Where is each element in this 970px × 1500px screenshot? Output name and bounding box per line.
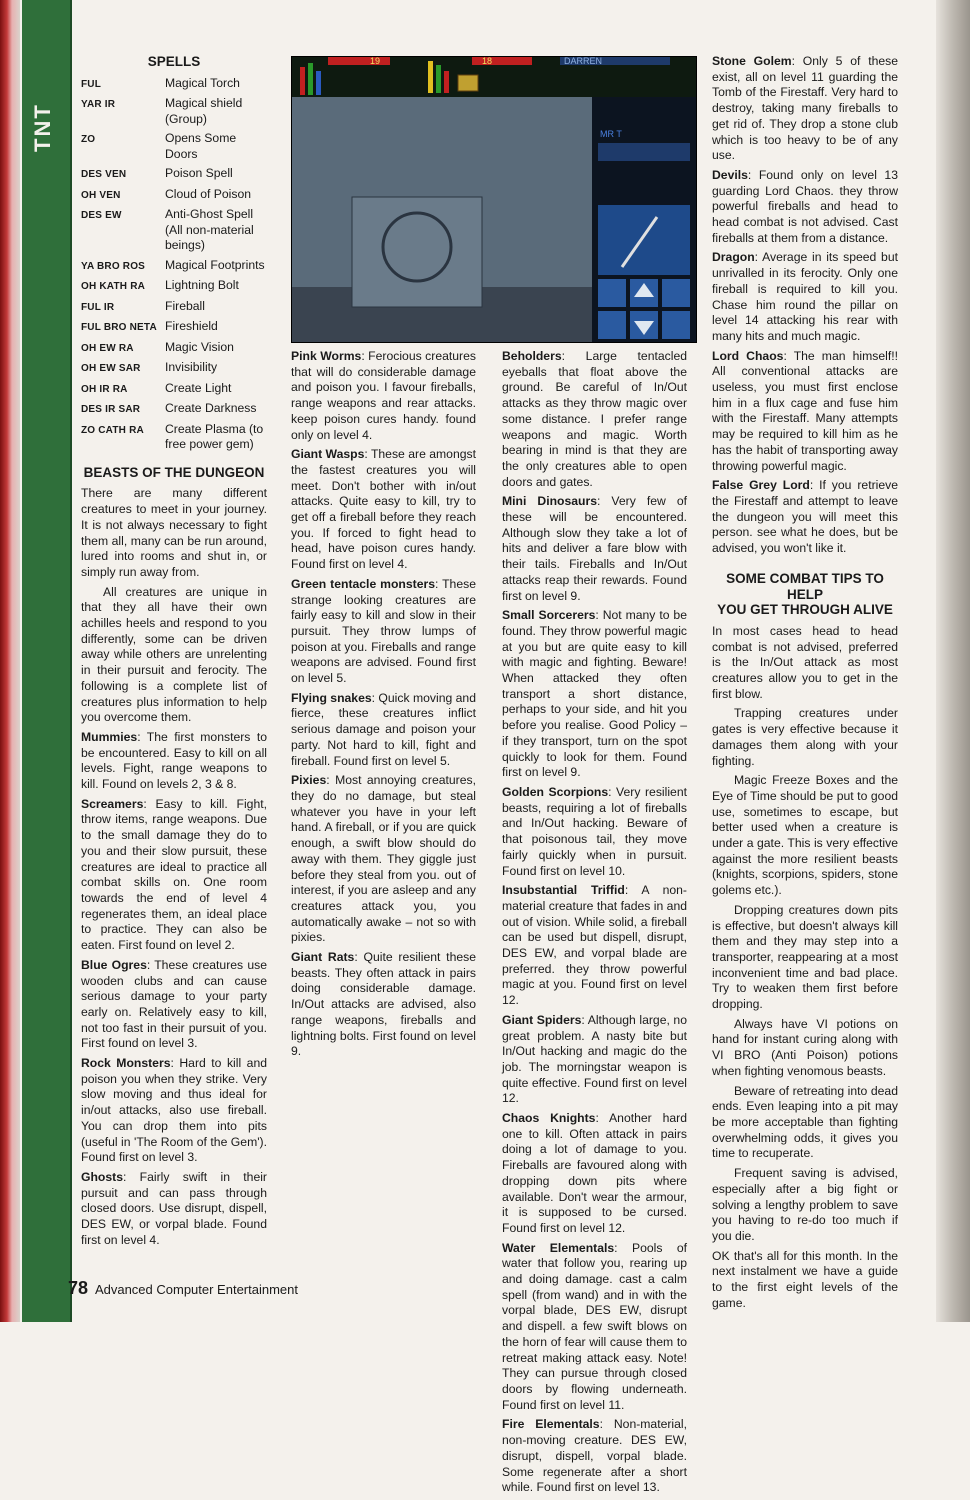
hud-value-2: 18 [482,57,493,66]
spell-row [81,258,267,279]
beasts-intro-1: There are many different creatures to meet in your journey. It is not always necessary to fight them all, many can be run around, lured into rooms and shut in, or simply run away from. [81,486,267,579]
beast-entry [81,730,267,793]
mana-bar [316,71,321,95]
beast-name: False Grey Lord [712,478,810,493]
beast-description: : Fairly swift in their pursuit and can pass through closed doors. Use disrupt, dispell, DES EW, or vorpal blade. Found first on level 4. [81,1169,267,1247]
spell-code: YA BRO ROS [81,260,146,272]
beast-entry [502,494,687,604]
beast-description: : These are amongst the fastest creatures you will meet. Don't bother with in/out attacks. Quite easy to kill, try to get off a fireball before they reach you. If forced to fight head to head, have poison cures handy. Found first on level 4. [291,447,476,572]
spell-code: OH IR RA [81,383,128,395]
beast-description: : Another hard one to kill. Often attack in pairs doing a lot of damage to you. Fireballs are favoured along with dropping down pits where available. Don't wear the armour, it is supposed to be cursed. Found first on level 12. [502,1111,687,1235]
spell-code: DES EW [81,210,122,222]
beast-description: : Pools of water that follow you, rearing up and doing damage. cast a calm spell (from wand) and in with the vorpal blade, DES EW, disrupt and dispell. a few swift blows on the horn of fear will cause them to retreat making attack easy. Note! They can pursue through closed doors by flowing underneath. Found first on level 11. [502,1240,688,1412]
tip-5: Always have VI potions on hand for instant curing along with VI BRO (Anti Poison) potions when fighting venomous beasts. [712,1016,898,1078]
tip-1: In most cases head to head combat is not advised, preferred is the In/Out attack as most creatures allow you to get in the first blow. [712,623,898,701]
beast-description: : Ferocious creatures that will do considerable damage and poison you. I favour fireballs, range weapons and rear attacks. keep poison cures handy. found only on level 4. [291,349,476,442]
beast-name: Mini Dinosaurs [502,494,597,509]
beast-name: Insubstantial Triffid [502,883,625,898]
beast-name: Stone Golem [712,54,792,68]
beast-description: : Quick moving and fierce, these creatures inflict serious damage and poison your party. Not hard to kill, fight and fireball. Found first on level 5. [291,690,476,768]
beast-entry [81,1056,267,1166]
spell-code: DES VEN [81,169,127,181]
beast-entry [502,608,687,781]
beast-name: Giant Spiders [502,1012,582,1027]
spells-table [81,76,267,457]
spell-name: Magical Torch [165,75,240,90]
beast-entry [712,478,898,557]
column-1 [81,54,267,1252]
hand-slot [458,75,478,91]
spell-row [81,360,267,381]
beast-description: : Hard to kill and poison you when they strike. Very slow moving and thus ideal for in/out attacks, also use fireball. You can drop them into pits (useful in 'The Room of the Gem'). Found first on level 3. [81,1056,267,1165]
tip-6: Beware of retreating into dead ends. Even leaping into a pit may be more acceptable than fighting overwhelming odds, it gives you time to recuperate. [712,1083,898,1161]
beast-description: : Found only on level 13 guarding Lord Chaos. they throw powerful fireballs and head to head combat is not advised. Cast fireballs at them from a distance. [712,167,898,245]
beast-entry [712,349,898,475]
spell-row [81,76,267,97]
spell-name: Create Darkness [165,401,257,416]
spell-name: Invisibility [165,360,218,375]
spell-row [81,207,267,258]
beast-entry [291,773,476,946]
page-edge [936,0,970,1322]
beast-name: Fire Elementals [502,1417,600,1432]
beast-entry [502,1241,687,1414]
hud-label-box-1 [328,57,390,65]
spell-name: Opens Some Doors [165,131,237,161]
party-bar-2 [436,65,441,93]
spell-name: Fireshield [165,319,218,334]
beast-description: : If you retrieve the Firestaff and attempt to leave the dungeon you will meet this person. see what he does, but be advised, you won't like it. [712,478,899,556]
beast-name: Chaos Knights [502,1111,596,1126]
beast-name: Mummies [81,729,138,744]
char-name: MR T [600,129,622,139]
spell-code: FUL IR [81,301,115,313]
strafe-left-arrow [598,311,626,339]
tip-4: Dropping creatures down pits is effective, but doesn't always kill them and they may step into a transporter, reappearing at a most inconvenient time and bad place. Try to weaken them first before dropping. [712,902,898,1012]
health-bar [300,67,305,95]
spell-row [81,319,267,340]
spell-name: Create Plasma (to free power gem) [165,421,264,452]
beast-description: : These creatures use wooden clubs and can cause serious damage to your party early on. Relatively easy to kill, not too fast in their pursuit of you. First found on level 3. [81,957,267,1051]
tip-8: OK that's all for this month. In the next instalment we have a guide to the first eight levels of the game. [712,1248,898,1310]
spell-code: ZO CATH RA [81,424,144,436]
beast-description: : A non-material creature that fades in and out of vision. While solid, a fireball can be used but dispell, disrupt, DES EW, and vorpal blade are preferred. they throw powerful magic at you. Found first on level 12. [502,883,687,1008]
party-name: DARREN [564,57,603,66]
beast-entry [81,797,267,954]
beasts-intro-2: All creatures are unique in that they all have their own achilles heels and respond to you differently, some can be driven away while others are unrelenting in their pursuit and ferocity. The following is a complete list of creatures plus information to help you overcome them. [81,584,267,725]
spell-row [81,299,267,320]
beast-name: Blue Ogres [81,957,147,972]
spell-name: Magical shield (Group) [165,96,243,126]
column-2 [291,349,476,1064]
beast-name: Dragon [712,250,755,265]
party-bar-3 [444,71,449,93]
tip-2: Trapping creatures under gates is very effective because it damages them along with your fighting. [712,706,898,768]
beast-name: Giant Wasps [291,447,365,462]
screenshot-graphic [292,57,696,342]
spell-name: Anti-Ghost Spell (All non-material beings) [165,207,254,253]
beast-name: Pink Worms [291,349,362,363]
beast-entry [502,1111,687,1237]
beast-name: Screamers [81,796,144,811]
beast-name: Green tentacle monsters [291,576,436,591]
spell-runes [598,143,690,161]
beast-name: Devils [712,167,748,182]
beast-entries-1 [81,730,267,1249]
weapon-panel [598,205,690,275]
spell-row [81,187,267,208]
game-screenshot [291,56,697,343]
spell-name: Lightning Bolt [165,278,239,293]
spell-row [81,381,267,402]
tip-7: Frequent saving is advised, especially after a big fight or solving a lengthy problem to save you having to re-do too much if you die. [712,1166,898,1243]
magazine-spine [0,0,20,1322]
beast-description: : Most annoying creatures, they do no damage, but steal whatever you have in your left hand. A fireball, or if you are quick enough, a swift blow should do away with them. They giggle just before they steal from you. out of interest, if you are asleep and any creatures attack you, you automatically awake – not so with pixies. [291,773,476,945]
strafe-right-arrow [662,311,690,339]
beast-entry [712,250,898,344]
beast-entry [81,1170,267,1249]
spell-code: YAR IR [81,99,116,111]
beast-description: : Non-material, non-moving creature. DES EW, disrupt, dispell, vorpal blade. Some regenerate after a short while. Found first on level 13. [502,1417,688,1495]
spell-code: FUL [81,78,102,90]
beast-entry [291,447,476,573]
hud-label-box-2 [472,57,532,65]
column-3 [502,349,687,1500]
spell-name: Poison Spell [165,166,233,181]
section-tab [22,0,72,1322]
stamina-bar [308,63,313,95]
spell-row [81,401,267,422]
spell-code: OH EW RA [81,342,134,354]
beast-entry [502,1417,687,1496]
beast-description: : The first monsters to be encountered. Easy to kill on all levels. Fight, range weapons to kill. Found on levels 2, 3 & 8. [81,729,267,792]
spell-row [81,278,267,299]
beast-entries-3 [502,349,687,1496]
spell-code: OH VEN [81,189,121,201]
beast-description: : Quite resilient these beasts. They often attack in pairs doing considerable damage. In/Out attacks are advised, also range weapons, fireballs and lightning bolts. First found on level 9. [291,950,476,1059]
spell-name: Magic Vision [165,339,234,354]
beast-entry [291,691,476,770]
beast-entry [81,958,267,1052]
beast-description: : Very resilient beasts, requiring a lot of fireballs and In/Out hacking. Beware of that poisonous tail, they move fairly quickly when in pursuit. Found first on level 10. [502,784,687,878]
turn-right-arrow [662,279,690,307]
beast-entry [502,883,687,1009]
beast-entry [502,1013,687,1107]
spell-code: FUL BRO NETA [81,322,157,334]
beast-description: : Large tentacled eyeballs that float above the ground. Be careful of In/Out attacks as they throw magic over some distance. I prefer range weapons and magic. Worth bearing in mind is that they are the only creatures able to open doors and gates. [502,349,687,489]
beast-description: : The man himself!! All conventional attacks are useless, you must first enclose him in a flux cage and fuse him with the Firestaff. Many attempts may be required to kill him as he has the habit of transporting away throwing powerful magic. [712,348,898,473]
beast-entries-4 [712,54,898,557]
beast-entry [502,349,687,490]
column-4 [712,54,898,1315]
beast-name: Beholders [502,349,562,363]
beasts-title: BEASTS OF THE DUNGEON [83,464,265,480]
beast-name: Rock Monsters [81,1056,171,1071]
beast-name: Pixies [291,773,327,788]
tip-3: Magic Freeze Boxes and the Eye of Time should be put to good use, sometimes to escape, but better used when a creature is under a gate. This is very effective against the more resilient beasts (knights, scorpions, spiders, stone golems etc.). [712,773,898,898]
beast-description: : Average in its speed but unrivalled in its ferocity. Only one fireball is required to kill you. Chase him round the pillar on level 14 attacking his rear with many hits and much magic. [712,250,898,343]
spell-row [81,131,267,166]
beast-entry [712,54,898,164]
spell-name: Fireball [165,298,205,313]
spell-name: Magical Footprints [165,257,265,272]
beast-name: Giant Rats [291,950,355,965]
beast-entry [712,168,898,247]
beast-name: Ghosts [81,1169,123,1184]
spell-row [81,166,267,187]
beast-entry [502,785,687,879]
beast-name: Water Elementals [502,1240,615,1255]
beast-description: : These strange looking creatures are fairly easy to kill and slow in their pursuit. They throw lumps of poison at you. Fireballs and range weapons are advised. Found first on level 5. [291,576,476,686]
section-tab-label: TNT [30,103,55,152]
tips-title-line-2: YOU GET THROUGH ALIVE [717,602,893,618]
spell-code: ZO [81,134,96,146]
beast-entry [291,950,476,1060]
spell-name: Cloud of Poison [165,186,252,201]
page-number: 78 [68,1278,89,1298]
beast-name: Flying snakes [291,690,372,705]
spell-code: OH EW SAR [81,363,141,375]
beast-description: : Not many to be found. They throw powerful magic at you but are quite easy to kill with magic and fighting. Beware! When attacked they often transport a short distance, perhaps to your side, and hit you before you realise. Good Policy – if they transport, turn on the spot quickly to look for them. Found first on level 9. [502,608,687,780]
hud-value-1: 19 [370,57,381,66]
beast-description: : Although large, no great problem. A nasty bite but In/Out hacking and magic do the job. The morningstar weapon is quite effective. Found first on level 12. [502,1012,687,1106]
tips-title-line-1: SOME COMBAT TIPS TO HELP [726,570,884,602]
beast-description: : Only 5 of these exist, all on level 11 guarding the Tomb of the Firestaff. Very hard to destroy, taking many fireballs to get rid of. They drop a stone club which is too heavy to be of any use. [712,54,899,163]
spells-title: SPELLS [147,54,201,69]
spell-row [81,96,267,131]
beast-entry [291,577,476,687]
turn-left-arrow [598,279,626,307]
beast-name: Lord Chaos [712,348,784,363]
spell-code: OH KATH RA [81,281,146,293]
beast-name: Golden Scorpions [502,784,609,799]
spell-name: Create Light [165,380,232,395]
beast-entry [291,349,476,443]
beast-entries-2 [291,349,476,1060]
spell-code: DES IR SAR [81,404,141,416]
page-footer [68,1278,298,1299]
spell-row [81,340,267,361]
party-bar-1 [428,61,433,93]
magazine-name: Advanced Computer Entertainment [94,1282,298,1297]
beast-description: : Very few of these will be encountered. Although slow they take a lot of hits and deliver a fare blow with their tails. Fireballs and In/Out attacks reap their rewards. Found first on level 9. [502,494,687,603]
beast-name: Small Sorcerers [502,608,596,623]
beast-description: : Easy to kill. Fight, throw items, range weapons. Due to the small damage they do to you and their slow pursuit, these creatures are ideal to practice all combat skills on. One room towards the end of level 4 regenerates them, an ideal place to practice. They can also be eaten. First found on level 2. [81,796,267,953]
spell-row [81,422,267,457]
tips-title [712,571,898,618]
